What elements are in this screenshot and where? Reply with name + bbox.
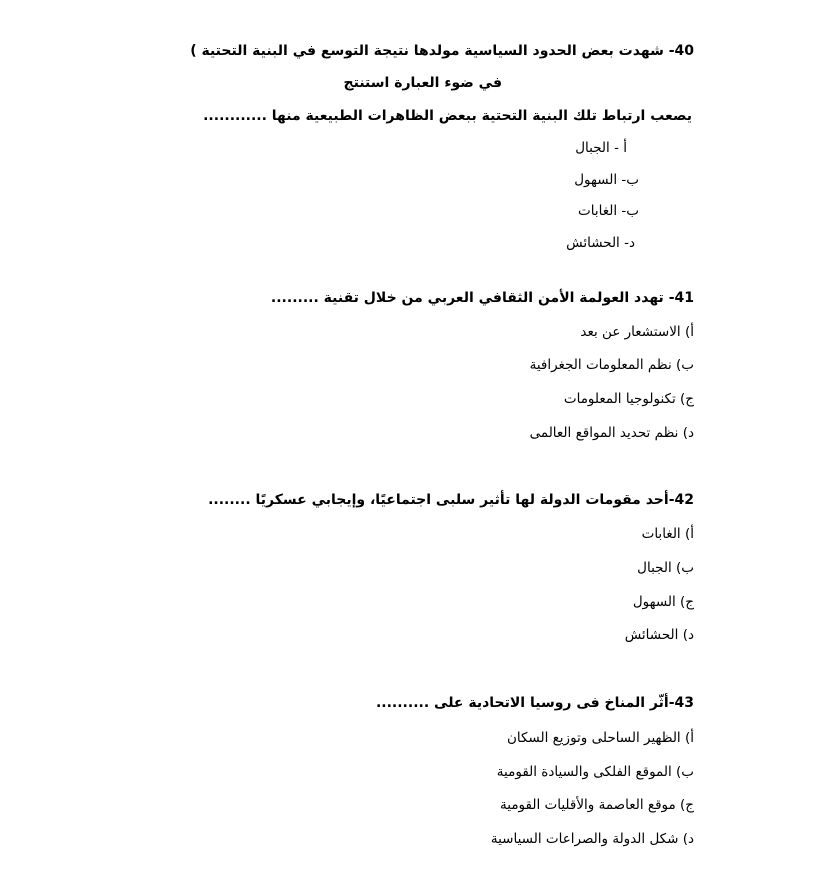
q41-stem: 41- تهدد العولمة الأمن الثقافي العربي من خلال تقنية .........: [270, 290, 694, 306]
q41-option-b: ب) نظم المعلومات الجغرافية: [529, 357, 694, 373]
q40-option-b: ب- السهول: [574, 172, 639, 188]
q43-option-c: ج) موقع العاصمة والأقليات القومية: [500, 797, 694, 813]
q40-option-a: أ - الجبال: [575, 140, 627, 156]
q42-option-a: أ) الغابات: [641, 526, 694, 542]
q40-stem-line-3: يصعب ارتباط تلك البنية التحتية ببعض الظاهرات الطبيعية منها ............: [203, 108, 692, 124]
q42-option-b: ب) الجبال: [637, 560, 694, 576]
q43-option-b: ب) الموقع الفلكى والسيادة القومية: [496, 764, 694, 780]
q41-option-c: ج) تكنولوجيا المعلومات: [563, 391, 694, 407]
q40-stem-line-1: 40- شهدت بعض الحدود السياسية مولدها نتيجة التوسع في البنية التحتية ): [190, 43, 694, 59]
q42-option-d: د) الحشائش: [624, 627, 694, 643]
q40-stem-line-2: في ضوء العبارة استنتج: [343, 75, 502, 91]
q43-stem: 43-أثّر المناخ فى روسيا الاتحادية على ..........: [375, 695, 694, 711]
q40-option-c: ب- الغابات: [578, 203, 639, 219]
q41-option-d: د) نظم تحديد المواقع العالمى: [529, 425, 694, 441]
q41-option-a: أ) الاستشعار عن بعد: [580, 324, 694, 340]
q43-option-a: أ) الظهير الساحلى وتوزيع السكان: [506, 730, 694, 746]
q43-option-d: د) شكل الدولة والصراعات السياسية: [490, 831, 694, 847]
q42-stem: 42-أحد مقومات الدولة لها تأثير سلبى اجتماعيًا، وإيجابي عسكريًا ........: [208, 492, 694, 508]
q40-option-d: د- الحشائش: [566, 235, 635, 251]
q42-option-c: ج) السهول: [632, 594, 694, 610]
